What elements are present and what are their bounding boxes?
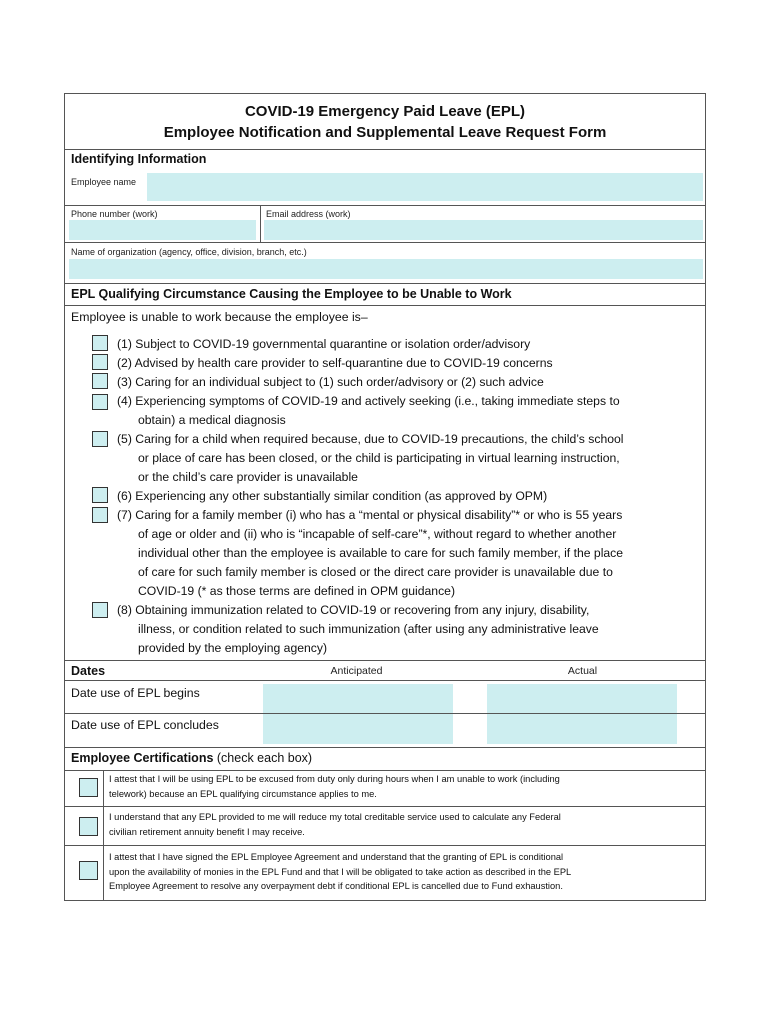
option-7-checkbox[interactable] — [92, 507, 108, 523]
divider — [65, 845, 705, 846]
option-7-text: (7) Caring for a family member (i) who has a “mental or physical disability”* or who is 55 years of age or older and (ii) who is “incapable of self-care”*, without regard to whether another individual other than the employee is available to care for such family member, if the place of care for such family member is closed or the direct care provider is unavailable due to COVID-19 (* as those terms are defined in OPM guidance) — [117, 508, 624, 598]
actual-begin-date-field[interactable] — [487, 684, 677, 714]
option-2-checkbox[interactable] — [92, 354, 108, 370]
anticipated-begin-date-field[interactable] — [263, 684, 453, 714]
email-field[interactable] — [264, 220, 703, 240]
dates-heading: Dates — [71, 664, 106, 678]
divider — [65, 660, 705, 661]
certification-1-text: I attest that I will be using EPL to be excused from duty only during hours when I am unable to work (including telework) because an EPL qualifying circumstance applies to me. — [109, 774, 560, 799]
option-6-checkbox[interactable] — [92, 487, 108, 503]
option-3-checkbox[interactable] — [92, 373, 108, 389]
identifying-heading: Identifying Information — [71, 152, 207, 166]
divider — [65, 680, 705, 681]
option-8-text: (8) Obtaining immunization related to COVID-19 or recovering from any injury, disability, illness, or condition related to such immunization (after using any administrative leave provided by the employing agency) — [117, 603, 599, 655]
circumstance-heading: EPL Qualifying Circumstance Causing the Employee to be Unable to Work — [71, 287, 512, 301]
certification-2-checkbox[interactable] — [79, 817, 98, 836]
divider — [65, 806, 705, 807]
option-2-text: (2) Advised by health care provider to self-quarantine due to COVID-19 concerns — [117, 356, 553, 370]
option-5-checkbox[interactable] — [92, 431, 108, 447]
employee-name-label: Employee name — [71, 177, 137, 187]
phone-label: Phone number (work) — [71, 209, 158, 219]
certification-2-text: I understand that any EPL provided to me will reduce my total creditable service used to calculate any Federal civilian retirement annuity benefit I may receive. — [109, 812, 561, 837]
divider — [65, 283, 705, 284]
phone-field[interactable] — [69, 220, 256, 240]
option-1-text: (1) Subject to COVID-19 governmental quarantine or isolation order/advisory — [117, 337, 531, 351]
epl-form — [64, 93, 706, 901]
date-concludes-label: Date use of EPL concludes — [71, 718, 219, 732]
option-4-checkbox[interactable] — [92, 394, 108, 410]
form-title-line2: Employee Notification and Supplemental Leave Request Form — [163, 124, 607, 141]
email-label: Email address (work) — [266, 209, 351, 219]
divider — [65, 747, 705, 748]
circumstance-intro: Employee is unable to work because the employee is– — [71, 310, 368, 324]
divider — [260, 205, 261, 242]
certifications-heading: Employee Certifications (check each box) — [71, 751, 313, 765]
option-8-checkbox[interactable] — [92, 602, 108, 618]
form-title-line1: COVID-19 Emergency Paid Leave (EPL) — [244, 103, 526, 120]
certification-3-checkbox[interactable] — [79, 861, 98, 880]
option-6-text: (6) Experiencing any other substantially similar condition (as approved by OPM) — [117, 489, 548, 503]
certification-1-checkbox[interactable] — [79, 778, 98, 797]
divider — [65, 205, 705, 206]
divider — [65, 242, 705, 243]
option-3-text: (3) Caring for an individual subject to (1) such order/advisory or (2) such advice — [117, 375, 544, 389]
org-field[interactable] — [69, 259, 703, 279]
option-5-text: (5) Caring for a child when required because, due to COVID-19 precautions, the child’s school or place of care has been closed, or the child is participating in virtual learning instruction, or the child’s care provider is unavailable — [117, 432, 624, 484]
option-4-text: (4) Experiencing symptoms of COVID-19 and actively seeking (i.e., taking immediate steps to obtain) a medical diagnosis — [117, 394, 620, 427]
option-1-checkbox[interactable] — [92, 335, 108, 351]
employee-name-field[interactable] — [147, 173, 703, 201]
actual-column-header: Actual — [567, 665, 598, 677]
org-label: Name of organization (agency, office, division, branch, etc.) — [71, 247, 307, 257]
anticipated-end-date-field[interactable] — [263, 714, 453, 744]
date-begins-label: Date use of EPL begins — [71, 686, 200, 700]
divider — [103, 770, 104, 900]
actual-end-date-field[interactable] — [487, 714, 677, 744]
divider — [65, 305, 705, 306]
divider — [65, 149, 705, 150]
divider — [65, 770, 705, 771]
certification-3-text: I attest that I have signed the EPL Employee Agreement and understand that the granting of EPL is conditional upon the availability of monies in the EPL Fund and that I will be obligated to take action as described in the EPL Employee Agreement to resolve any overpayment debt if conditional EPL is cancelled due to Fund exhaustion. — [109, 852, 572, 891]
anticipated-column-header: Anticipated — [330, 665, 383, 677]
